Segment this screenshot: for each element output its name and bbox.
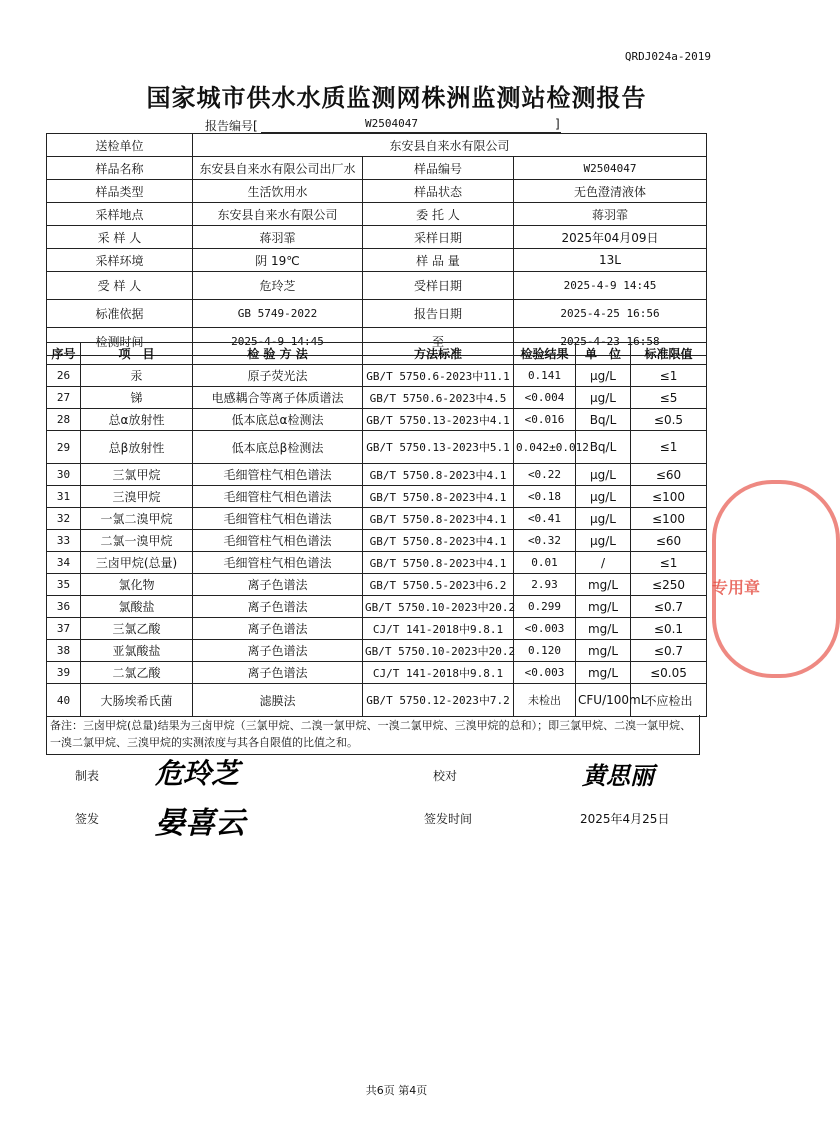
cell-limit: ≤1 [631, 365, 707, 387]
table-row [47, 574, 707, 596]
cell-no: 33 [47, 530, 81, 552]
send-unit-value: 东安县自来水有限公司 [193, 134, 707, 157]
table-row [47, 508, 707, 530]
cell-std: GB/T 5750.13-2023中5.1 [363, 431, 514, 464]
cell-result: 0.141 [514, 365, 576, 387]
cell-unit: mg/L [576, 596, 631, 618]
report-title: 国家城市供水水质监测网株洲监测站检测报告 [146, 83, 647, 112]
cell-no: 28 [47, 409, 81, 431]
cell-std: GB/T 5750.10-2023中20.2 [363, 640, 514, 662]
sample-qty-label: 样 品 量 [363, 249, 514, 272]
issue-time-label: 签发时间 [424, 812, 473, 826]
header-unit: 单 位 [576, 343, 631, 365]
sample-no-value: W2504047 [514, 157, 707, 180]
report-number-value: W2504047 [365, 117, 418, 130]
cell-result: <0.32 [514, 530, 576, 552]
sample-name-value: 东安县自来水有限公司出厂水 [193, 157, 363, 180]
cell-std: GB/T 5750.6-2023中11.1 [363, 365, 514, 387]
table-row [47, 387, 707, 409]
cell-limit: ≤1 [631, 431, 707, 464]
cell-std: GB/T 5750.12-2023中7.2 [363, 684, 514, 717]
cell-method: 毛细管柱气相色谱法 [193, 464, 363, 486]
sample-info-table [46, 133, 707, 356]
sample-name-label: 样品名称 [47, 157, 193, 180]
cell-method: 毛细管柱气相色谱法 [193, 508, 363, 530]
cell-method: 低本底总β检测法 [193, 431, 363, 464]
cell-result: 2.93 [514, 574, 576, 596]
cell-std: GB/T 5750.8-2023中4.1 [363, 464, 514, 486]
cell-result: <0.22 [514, 464, 576, 486]
test-time-start: 2025-4-9 14:45 [193, 328, 363, 356]
prepared-signature: 危玲芝 [155, 757, 240, 790]
standard-label: 标准依据 [47, 300, 193, 328]
cell-unit: Bq/L [576, 431, 631, 464]
cell-no: 36 [47, 596, 81, 618]
sample-qty-value: 13L [514, 249, 707, 272]
receive-date-value: 2025-4-9 14:45 [514, 272, 707, 300]
cell-no: 37 [47, 618, 81, 640]
report-number-close: ] [555, 117, 560, 131]
cell-std: GB/T 5750.13-2023中4.1 [363, 409, 514, 431]
client-value: 蒋羽霏 [514, 203, 707, 226]
test-time-label: 检测时间 [47, 328, 193, 356]
cell-result: <0.003 [514, 662, 576, 684]
cell-result: 未检出 [514, 684, 576, 717]
cell-method: 原子荧光法 [193, 365, 363, 387]
cell-limit: ≤0.1 [631, 618, 707, 640]
cell-no: 35 [47, 574, 81, 596]
sample-type-label: 样品类型 [47, 180, 193, 203]
cell-method: 毛细管柱气相色谱法 [193, 486, 363, 508]
sample-state-value: 无色澄清液体 [514, 180, 707, 203]
cell-std: GB/T 5750.5-2023中6.2 [363, 574, 514, 596]
cell-result: 0.01 [514, 552, 576, 574]
cell-item: 汞 [81, 365, 193, 387]
table-row [47, 618, 707, 640]
cell-unit: / [576, 552, 631, 574]
cell-limit: ≤100 [631, 508, 707, 530]
form-code: QRDJ024a-2019 [624, 50, 711, 63]
table-row [47, 596, 707, 618]
cell-method: 离子色谱法 [193, 662, 363, 684]
cell-std: GB/T 5750.8-2023中4.1 [363, 486, 514, 508]
sampling-site-label: 采样地点 [47, 203, 193, 226]
cell-no: 26 [47, 365, 81, 387]
cell-unit: μg/L [576, 486, 631, 508]
cell-method: 离子色谱法 [193, 574, 363, 596]
cell-item: 一氯二溴甲烷 [81, 508, 193, 530]
official-stamp-text: 专用章 [712, 578, 761, 597]
cell-std: GB/T 5750.8-2023中4.1 [363, 530, 514, 552]
cell-item: 三氯甲烷 [81, 464, 193, 486]
cell-result: <0.004 [514, 387, 576, 409]
cell-result: 0.120 [514, 640, 576, 662]
cell-limit: ≤0.05 [631, 662, 707, 684]
cell-unit: CFU/100mL [576, 684, 631, 717]
cell-no: 34 [47, 552, 81, 574]
cell-item: 二氯乙酸 [81, 662, 193, 684]
test-time-end: 2025-4-23 16:58 [514, 328, 707, 356]
cell-result: <0.41 [514, 508, 576, 530]
measurement-table [46, 342, 707, 717]
cell-limit: ≤5 [631, 387, 707, 409]
cell-limit: ≤0.7 [631, 640, 707, 662]
header-limit: 标准限值 [631, 343, 707, 365]
cell-item: 氯酸盐 [81, 596, 193, 618]
cell-method: 毛细管柱气相色谱法 [193, 530, 363, 552]
table-row [47, 431, 707, 464]
cell-unit: mg/L [576, 662, 631, 684]
cell-item: 总α放射性 [81, 409, 193, 431]
sampling-date-value: 2025年04月09日 [514, 226, 707, 249]
report-number [205, 117, 560, 134]
cell-no: 27 [47, 387, 81, 409]
report-number-label: 报告编号[ [205, 119, 258, 133]
cell-method: 离子色谱法 [193, 618, 363, 640]
table-row [47, 486, 707, 508]
cell-unit: μg/L [576, 387, 631, 409]
cell-no: 32 [47, 508, 81, 530]
sample-no-label: 样品编号 [363, 157, 514, 180]
cell-std: GB/T 5750.8-2023中4.1 [363, 508, 514, 530]
cell-std: GB/T 5750.10-2023中20.2 [363, 596, 514, 618]
cell-limit: ≤1 [631, 552, 707, 574]
cell-unit: Bq/L [576, 409, 631, 431]
report-date-label: 报告日期 [363, 300, 514, 328]
header-result: 检验结果 [514, 343, 576, 365]
cell-no: 39 [47, 662, 81, 684]
cell-result: <0.18 [514, 486, 576, 508]
client-label: 委 托 人 [363, 203, 514, 226]
cell-item: 二氯一溴甲烷 [81, 530, 193, 552]
header-item: 项 目 [81, 343, 193, 365]
table-row [47, 662, 707, 684]
cell-limit: ≤60 [631, 464, 707, 486]
cell-unit: mg/L [576, 618, 631, 640]
approved-signature: 晏喜云 [155, 806, 245, 841]
cell-unit: mg/L [576, 640, 631, 662]
sampling-site-value: 东安县自来水有限公司 [193, 203, 363, 226]
cell-method: 毛细管柱气相色谱法 [193, 552, 363, 574]
cell-std: CJ/T 141-2018中9.8.1 [363, 618, 514, 640]
report-date-value: 2025-4-25 16:56 [514, 300, 707, 328]
standard-value: GB 5749-2022 [193, 300, 363, 328]
sample-type-value: 生活饮用水 [193, 180, 363, 203]
cell-item: 三卤甲烷(总量) [81, 552, 193, 574]
note: 备注：三卤甲烷(总量)结果为三卤甲烷（三氯甲烷、二溴一氯甲烷、一溴二氯甲烷、三溴甲烷的总和）；即三氯甲烷、二溴一氯甲烷、一溴二氯甲烷、三溴甲烷的实测浓度与其各自限值的比值之和。 [46, 715, 700, 755]
cell-limit: ≤250 [631, 574, 707, 596]
cell-std: CJ/T 141-2018中9.8.1 [363, 662, 514, 684]
table-row [47, 464, 707, 486]
cell-result: <0.003 [514, 618, 576, 640]
checked-label: 校对 [433, 769, 458, 783]
table-row [47, 530, 707, 552]
cell-item: 氯化物 [81, 574, 193, 596]
cell-result: 0.042±0.012 [514, 431, 576, 464]
cell-item: 总β放射性 [81, 431, 193, 464]
header-no: 序号 [47, 343, 81, 365]
cell-method: 离子色谱法 [193, 596, 363, 618]
sampling-date-label: 采样日期 [363, 226, 514, 249]
test-time-to: 至 [363, 328, 514, 356]
cell-item: 锑 [81, 387, 193, 409]
cell-limit: ≤100 [631, 486, 707, 508]
table-row [47, 640, 707, 662]
cell-item: 三溴甲烷 [81, 486, 193, 508]
cell-limit: 不应检出 [631, 684, 707, 717]
prepared-label: 制表 [75, 769, 100, 783]
table-row [47, 552, 707, 574]
sampler-label: 采 样 人 [47, 226, 193, 249]
sampler-value: 蒋羽霏 [193, 226, 363, 249]
cell-no: 30 [47, 464, 81, 486]
table-row [47, 365, 707, 387]
cell-no: 38 [47, 640, 81, 662]
table-row [47, 684, 707, 717]
checked-signature: 黄思丽 [582, 761, 654, 790]
header-std: 方法标准 [363, 343, 514, 365]
cell-unit: μg/L [576, 464, 631, 486]
cell-std: GB/T 5750.6-2023中4.5 [363, 387, 514, 409]
send-unit-label: 送检单位 [47, 134, 193, 157]
header-method: 检 验 方 法 [193, 343, 363, 365]
cell-result: <0.016 [514, 409, 576, 431]
cell-no: 40 [47, 684, 81, 717]
cell-unit: μg/L [576, 365, 631, 387]
cell-no: 29 [47, 431, 81, 464]
cell-limit: ≤0.7 [631, 596, 707, 618]
receive-date-label: 受样日期 [363, 272, 514, 300]
cell-std: GB/T 5750.8-2023中4.1 [363, 552, 514, 574]
cell-method: 低本底总α检测法 [193, 409, 363, 431]
cell-unit: μg/L [576, 530, 631, 552]
receiver-label: 受 样 人 [47, 272, 193, 300]
sampling-env-value: 阴 19℃ [193, 249, 363, 272]
approved-label: 签发 [75, 812, 100, 826]
page-footer: 共6页 第4页 [365, 1084, 428, 1097]
cell-item: 三氯乙酸 [81, 618, 193, 640]
table-row [47, 409, 707, 431]
cell-unit: mg/L [576, 574, 631, 596]
cell-method: 滤膜法 [193, 684, 363, 717]
sampling-env-label: 采样环境 [47, 249, 193, 272]
cell-result: 0.299 [514, 596, 576, 618]
cell-unit: μg/L [576, 508, 631, 530]
cell-item: 亚氯酸盐 [81, 640, 193, 662]
cell-item: 大肠埃希氏菌 [81, 684, 193, 717]
cell-method: 离子色谱法 [193, 640, 363, 662]
cell-no: 31 [47, 486, 81, 508]
receiver-value: 危玲芝 [193, 272, 363, 300]
cell-limit: ≤0.5 [631, 409, 707, 431]
cell-method: 电感耦合等离子体质谱法 [193, 387, 363, 409]
issue-time-value: 2025年4月25日 [580, 812, 670, 826]
sample-state-label: 样品状态 [363, 180, 514, 203]
cell-limit: ≤60 [631, 530, 707, 552]
